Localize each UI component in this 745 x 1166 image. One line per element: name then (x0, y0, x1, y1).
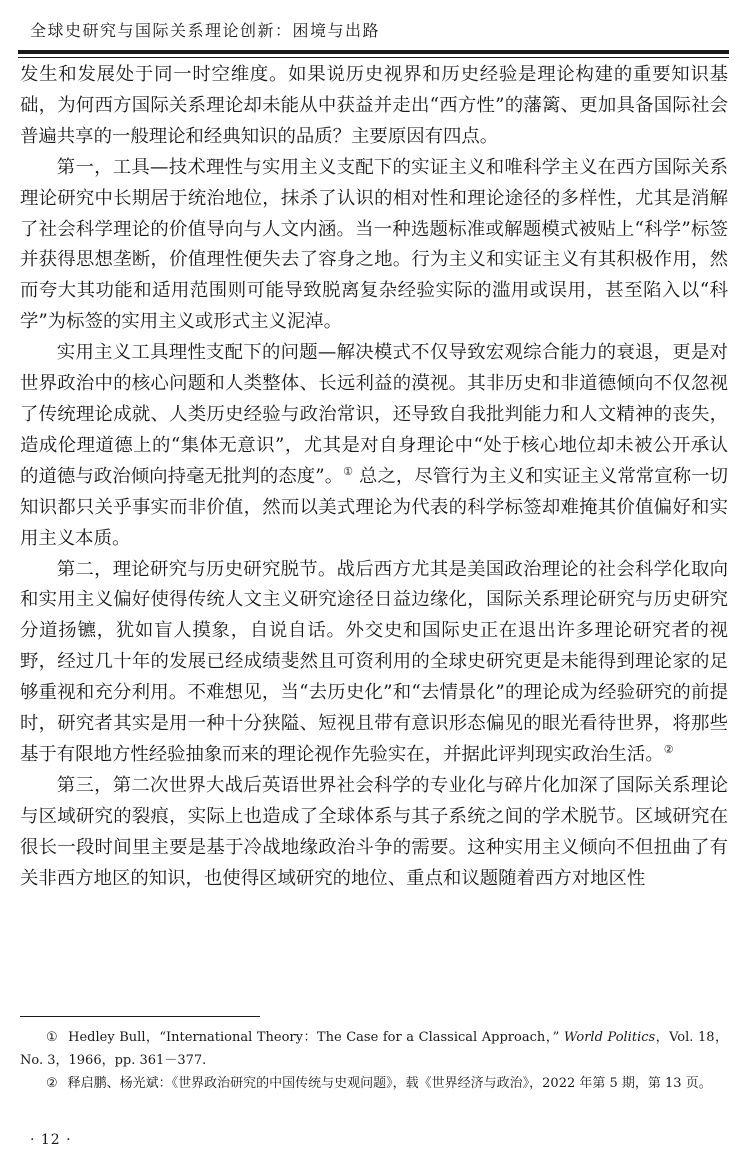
footnote-number: ① (46, 1030, 59, 1045)
footnote-text: Hedley Bull，“International Theory：The Case for a Classical Approach，” (68, 1030, 564, 1045)
paragraph-text: 第一，工具—技术理性与实用主义支配下的实证主义和唯科学主义在西方国际关系理论研究中长期居于统治地位，抹杀了认识的相对性和理论途径的多样性，尤其是消解了社会科学理论的价值导向与人文内涵。当一种选题标准或解题模式被贴上“科学”标签并获得思想垄断，价值理性便失去了容身之地。行为主义和实证主义有其积极作用，然而夸大其功能和适用范围则可能导致脱离复杂经验实际的滥用或误用，甚至陷入以“科学”为标签的实用主义或形式主义泥淖。 (20, 156, 728, 333)
paragraph-3 (20, 338, 728, 554)
running-head: 全球史研究与国际关系理论创新：困境与出路 (30, 21, 381, 40)
paragraph-2 (20, 153, 728, 338)
footnote-2 (20, 1072, 728, 1095)
page-number: · 12 · (30, 1132, 72, 1148)
paragraph-text: 第三，第二次世界大战后英语世界社会科学的专业化与碎片化加深了国际关系理论与区域研究的裂痕，实际上也造成了全球体系与其子系统之间的学术脱节。区域研究在很长一段时间里主要是基于冷战地缘政治斗争的需要。这种实用主义倾向不但扭曲了有关非西方地区的知识，也使得区域研究的地位、重点和议题随着西方对地区性 (20, 774, 728, 889)
header-rule-thin (18, 57, 729, 58)
paragraph-text: 发生和发展处于同一时空维度。如果说历史视界和历史经验是理论构建的重要知识基础，为何西方国际关系理论却未能从中获益并走出“西方性”的藩篱、更加具备国际社会普遍共享的一般理论和经典知识的品质？主要原因有四点。 (20, 64, 728, 147)
paragraph-text-continued: 总之，尽管行为主义和实证主义常常宣称一切知识都只关乎事实而非价值，然而以美式理论为代表的科学标签却难掩其价值偏好和实用主义本质。 (20, 465, 728, 549)
footnote-number: ② (46, 1076, 58, 1091)
paragraph-1 (20, 60, 728, 153)
paragraph-5 (20, 771, 728, 895)
footnote-ref-1[interactable]: ① (343, 464, 354, 478)
header-rule-thick (18, 50, 729, 54)
footnote-journal-title: World Politics (563, 1030, 656, 1045)
paragraph-text: 第二，理论研究与历史研究脱节。战后西方尤其是美国政治理论的社会科学化取向和实用主义偏好使得传统人文主义研究途径日益边缘化，国际关系理论研究与历史研究分道扬镳，犹如盲人摸象，自说自话。外交史和国际史正在退出许多理论研究者的视野，经过几十年的发展已经成绩斐然且可资利用的全球史研究更是未能得到理论家的足够重视和充分利用。不难想见，当“去历史化”和“去情景化”的理论成为经验研究的前提时，研究者其实是用一种十分狭隘、短视且带有意识形态偏见的眼光看待世界，将那些基于有限地方性经验抽象而来的理论视作先验实在，并据此评判现实政治生活。 (20, 558, 728, 765)
footnote-text: 释启鹏、杨光斌：《世界政治研究的中国传统与史观问题》，载《世界经济与政治》，2022 年第 5 期，第 13 页。 (67, 1076, 712, 1091)
footnote-separator (20, 1016, 260, 1017)
paragraph-4 (20, 555, 728, 771)
footnotes (20, 1026, 728, 1095)
footnote-ref-2[interactable]: ② (663, 742, 674, 756)
paragraph-text: 实用主义工具理性支配下的问题—解决模式不仅导致宏观综合能力的衰退，更是对世界政治中的核心问题和人类整体、长远利益的漠视。其非历史和非道德倾向不仅忽视了传统理论成就、人类历史经验与政治常识，还导致自我批判能力和人文精神的丧失，造成伦理道德上的“集体无意识”，尤其是对自身理论中“处于核心地位却未被公开承认的道德与政治倾向持毫无批判的态度”。 (20, 342, 728, 487)
footnote-text-end: ，Vol. 18，No. 3，1966，pp. 361－377. (20, 1030, 728, 1068)
footnote-1 (20, 1026, 728, 1072)
body-text (20, 60, 728, 894)
